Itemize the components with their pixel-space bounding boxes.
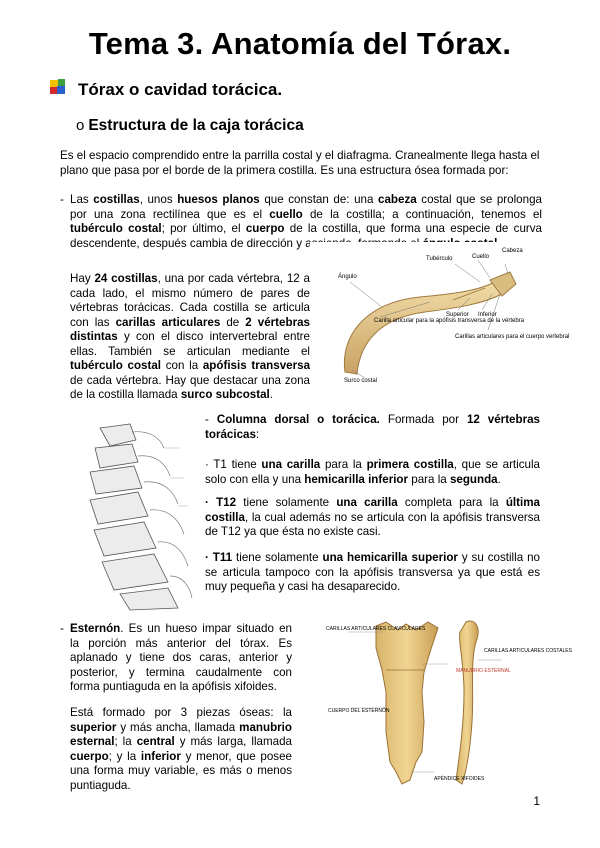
dash: - <box>60 622 64 635</box>
columna-t1: · T1 tiene una carilla para la primera costilla, que se articula solo con ella y una hemicarilla inferior para la segunda. <box>205 458 540 486</box>
section-heading: Tórax o cavidad torácica. <box>78 80 283 99</box>
subsection-title: Estructura de la caja torácica <box>88 117 304 134</box>
rib-label-surco: Surco costal <box>344 378 378 384</box>
page-number: 1 <box>533 794 540 808</box>
rib-label-cuello: Cuello <box>472 254 490 260</box>
sternum-label-manubrio: MANUBRIO ESTERNAL <box>456 668 511 674</box>
rib-illustration <box>310 242 570 388</box>
page-title: Tema 3. Anatomía del Tórax. <box>88 26 512 61</box>
subsection-heading <box>76 117 304 135</box>
sternum-label-xifoides: APÉNDICE XIFOIDES <box>434 776 485 782</box>
sternum-label-costales: CARILLAS ARTICULARES COSTALES <box>484 648 572 654</box>
vertebral-column-illustration <box>60 418 200 612</box>
rib-label-carillas-cuerpo: Carillas articulares para el cuerpo vertebral <box>455 334 570 340</box>
intro-paragraph: Es el espacio comprendido entre la parrilla costal y el diafragma. Cranealmente llega hasta el plano que pasa por el borde de la primera costilla. Es una estructura ósea formada por: <box>60 149 540 177</box>
bullet-icon <box>48 77 68 97</box>
rib-label-angulo: Ángulo <box>338 274 357 280</box>
columna-heading: - Columna dorsal o torácica. Formada por 12 vértebras torácicas: <box>205 413 540 441</box>
rib-label-inferior: Inferior <box>478 312 497 318</box>
columna-t11: · T11 tiene solamente una hemicarilla superior y su costilla no se articula tampoco con la apófisis transversa ya que está es muy pequeña y casi ha desaparecido. <box>205 551 540 593</box>
rib-label-tuberculo: Tubérculo <box>426 256 453 262</box>
costillas-paragraph-2: Hay 24 costillas, una por cada vértebra, 12 a cada lado, el mismo número de pares de vértebras torácicas. Cada costilla se articula con las carillas articulares de 2 vértebras distintas y con el disco intervertebral entre ellas. También se articulan mediante el tubérculo costal con la apófisis transversa de cada vértebra. Hay que destacar una zona de la costilla llamada surco subcostal. <box>70 272 311 401</box>
esternon-paragraph-2: Está formado por 3 piezas óseas: la superior y más ancha, llamada manubrio esternal; la central y más larga, llamada cuerpo; y la inferior y menor, que posee una forma muy variable, es más o menos puntiaguda. <box>70 706 293 792</box>
columna-t12: · T12 tiene solamente una carilla completa para la última costilla, la cual además no se articula con la apófisis transversa de T12 ya que ésta no existe casi. <box>205 496 540 538</box>
dash: - <box>60 193 64 206</box>
sternum-label-clavicular: CARILLAS ARTICULARES CLAVICULARES <box>326 626 426 632</box>
sternum-illustration <box>306 612 572 790</box>
rib-label-superior: Superior <box>446 312 469 318</box>
sternum-label-cuerpo: CUERPO DEL ESTERNÓN <box>328 708 390 714</box>
costillas-paragraph-1: Las costillas, unos huesos planos que constan de: una cabeza costal que se prolonga por una zona rectilínea que es el cuello de la costilla; a continuación, tenemos el tubérculo costal; por último, el cuerpo de la costilla, que forma una especie de curva descendente, después cambia de dirección y asciende, formando el ángulo costal. <box>70 193 543 250</box>
subsection-marker: o <box>76 117 85 134</box>
rib-label-carilla-apofisis: Carilla articular para la apófisis transversa de la vértebra <box>374 318 525 324</box>
esternon-paragraph-1: Esternón. Es un hueso impar situado en la porción más anterior del tórax. Es aplanado y tiene dos caras, anterior y posterior, y termina caudalmente con forma puntiaguda en la apófisis xifoides. <box>70 622 292 693</box>
rib-label-cabeza: Cabeza <box>502 248 523 254</box>
